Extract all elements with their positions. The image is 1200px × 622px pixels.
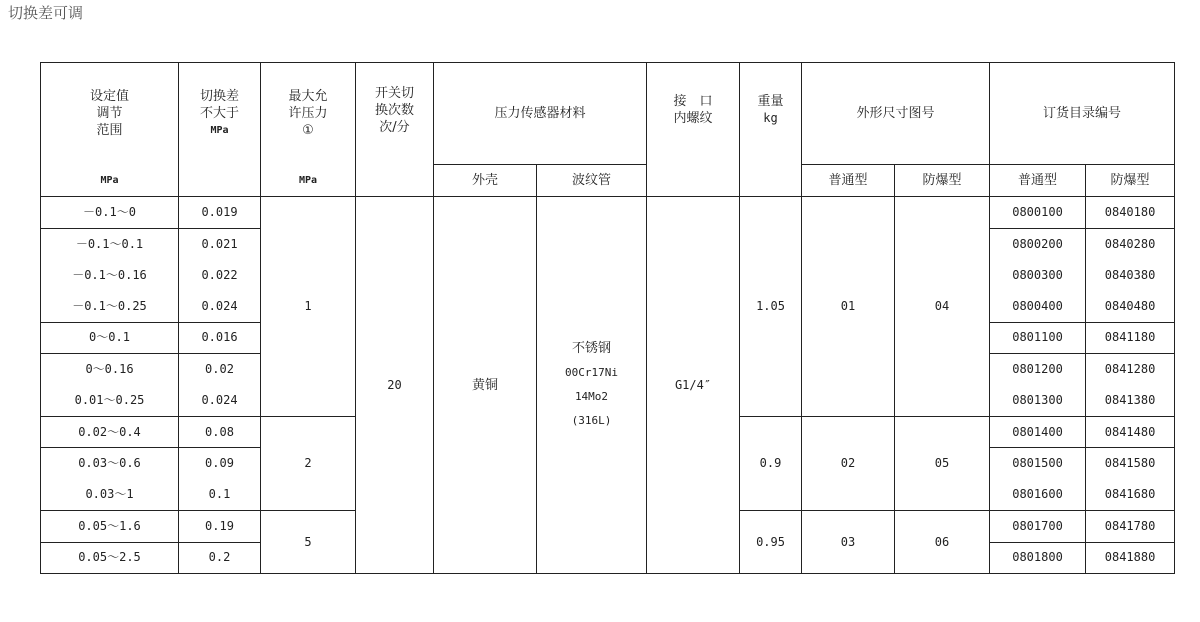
drawing-explosion-cell: 05	[895, 416, 990, 510]
header-unit: MPa	[210, 125, 229, 137]
unit-setting-range: MPa	[41, 164, 179, 196]
weight-cell: 0.9	[740, 416, 802, 510]
header-switch-count	[356, 63, 434, 197]
drawing-explosion-cell: 04	[895, 197, 990, 417]
catalog-explosion-cell: 0841780	[1086, 511, 1175, 542]
header-drawing-normal: 普通型	[802, 164, 895, 196]
weight-cell: 1.05	[740, 197, 802, 417]
drawing-explosion-cell: 06	[895, 511, 990, 574]
header-unit: kg	[763, 111, 778, 125]
max-pressure-cell: 2	[261, 416, 356, 510]
weight-cell: 0.95	[740, 511, 802, 574]
catalog-explosion-cell: 0841480	[1086, 416, 1175, 447]
diff-cell: 0.022	[179, 260, 261, 291]
diff-cell: 0.024	[179, 291, 261, 322]
catalog-normal-cell: 0801400	[990, 416, 1086, 447]
catalog-normal-cell: 0801800	[990, 542, 1086, 573]
table-row	[41, 197, 1175, 228]
header-port	[647, 63, 740, 197]
catalog-explosion-cell: 0840280	[1086, 228, 1175, 259]
catalog-normal-cell: 0801200	[990, 354, 1086, 385]
diff-cell: 0.19	[179, 511, 261, 542]
range-cell: 0.02～0.4	[41, 416, 179, 447]
unit-max-pressure: MPa	[261, 164, 356, 196]
header-setting-range	[41, 63, 179, 165]
catalog-explosion-cell: 0841380	[1086, 385, 1175, 416]
catalog-normal-cell: 0800100	[990, 197, 1086, 228]
catalog-normal-cell: 0800400	[990, 291, 1086, 322]
header-text: 重量	[757, 94, 784, 109]
shell-cell: 黄铜	[434, 197, 537, 574]
header-text: 开关切	[374, 86, 414, 101]
bellows-cell	[537, 197, 647, 574]
header-text: 接 口	[673, 94, 713, 109]
range-cell: －0.1～0.1	[41, 228, 179, 259]
bellows-grade: 00Cr17Ni	[565, 366, 618, 380]
diff-cell: 0.016	[179, 322, 261, 353]
diff-cell: 0.1	[179, 479, 261, 510]
diff-cell: 0.2	[179, 542, 261, 573]
catalog-normal-cell: 0800300	[990, 260, 1086, 291]
header-switch-diff	[179, 63, 261, 165]
catalog-normal-cell: 0801600	[990, 479, 1086, 510]
drawing-normal-cell: 01	[802, 197, 895, 417]
catalog-explosion-cell: 0840380	[1086, 260, 1175, 291]
header-max-pressure	[261, 63, 356, 165]
header-text: 不大于	[199, 106, 239, 122]
catalog-explosion-cell: 0841180	[1086, 322, 1175, 353]
range-cell: －0.1～0.16	[41, 260, 179, 291]
diff-cell: 0.024	[179, 385, 261, 416]
range-cell: 0.05～1.6	[41, 511, 179, 542]
catalog-normal-cell: 0800200	[990, 228, 1086, 259]
drawing-normal-cell: 02	[802, 416, 895, 510]
header-sensor-material: 压力传感器材料	[434, 63, 647, 165]
header-text: 范围	[96, 123, 123, 139]
max-pressure-cell: 1	[261, 197, 356, 417]
switch-count-cell: 20	[356, 197, 434, 574]
range-cell: 0～0.16	[41, 354, 179, 385]
header-catalog-normal: 普通型	[990, 164, 1086, 196]
header-catalog-explosion: 防爆型	[1086, 164, 1175, 196]
header-text: 调节	[96, 106, 123, 122]
range-cell: 0.03～1	[41, 479, 179, 510]
diff-cell: 0.021	[179, 228, 261, 259]
diff-cell: 0.08	[179, 416, 261, 447]
header-text: 切换差	[199, 89, 239, 105]
catalog-explosion-cell: 0841280	[1086, 354, 1175, 385]
header-text: ①	[302, 123, 314, 139]
port-cell: G1/4″	[647, 197, 740, 574]
catalog-explosion-cell: 0841880	[1086, 542, 1175, 573]
header-bellows: 波纹管	[537, 164, 647, 196]
bellows-material: 不锈钢	[572, 341, 612, 357]
diff-cell: 0.09	[179, 448, 261, 479]
bellows-grade: (316L)	[571, 414, 612, 428]
catalog-normal-cell: 0801300	[990, 385, 1086, 416]
header-text: 许压力	[288, 106, 328, 122]
range-cell: 0.01～0.25	[41, 385, 179, 416]
catalog-normal-cell: 0801100	[990, 322, 1086, 353]
header-weight	[740, 63, 802, 197]
catalog-explosion-cell: 0841580	[1086, 448, 1175, 479]
diff-cell: 0.02	[179, 354, 261, 385]
page-heading: 切换差可调	[8, 4, 84, 22]
range-cell: －0.1～0.25	[41, 291, 179, 322]
header-text: 换次数	[374, 103, 414, 118]
header-text: 最大允	[288, 89, 328, 105]
header-drawing-explosion: 防爆型	[895, 164, 990, 196]
max-pressure-cell: 5	[261, 511, 356, 574]
bellows-grade: 14Mo2	[574, 390, 609, 404]
spec-table	[40, 62, 1175, 574]
unit-switch-diff	[179, 164, 261, 196]
range-cell: 0～0.1	[41, 322, 179, 353]
range-cell: －0.1～0	[41, 197, 179, 228]
header-catalog-no: 订货目录编号	[990, 63, 1175, 165]
diff-cell: 0.019	[179, 197, 261, 228]
catalog-explosion-cell: 0840180	[1086, 197, 1175, 228]
range-cell: 0.03～0.6	[41, 448, 179, 479]
header-text: 设定值	[89, 89, 129, 105]
header-text: 次/分	[379, 120, 410, 135]
header-outline-drawing: 外形尺寸图号	[802, 63, 990, 165]
catalog-normal-cell: 0801500	[990, 448, 1086, 479]
catalog-explosion-cell: 0841680	[1086, 479, 1175, 510]
catalog-explosion-cell: 0840480	[1086, 291, 1175, 322]
range-cell: 0.05～2.5	[41, 542, 179, 573]
drawing-normal-cell: 03	[802, 511, 895, 574]
header-shell: 外壳	[434, 164, 537, 196]
header-text: 内螺纹	[673, 111, 713, 126]
catalog-normal-cell: 0801700	[990, 511, 1086, 542]
